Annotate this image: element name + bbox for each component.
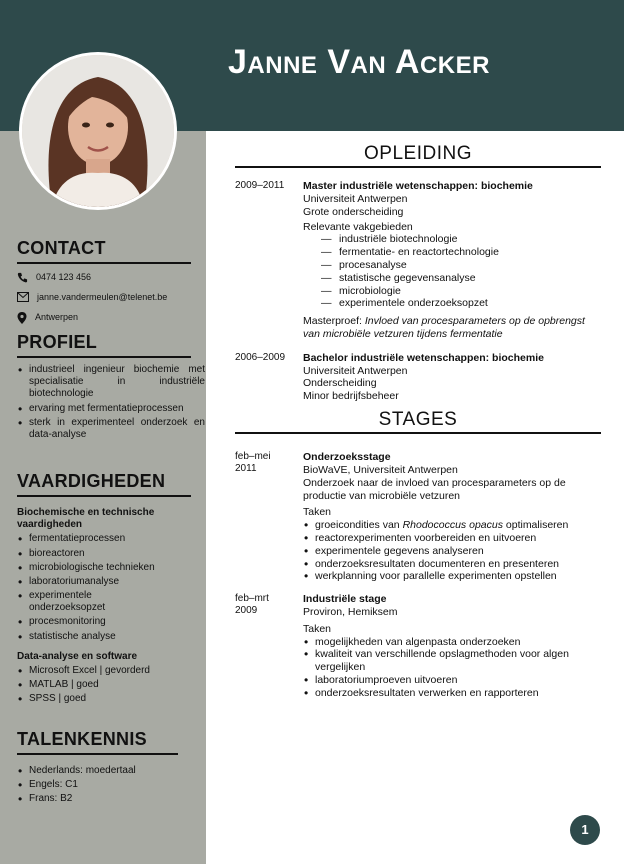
- list-item: — fermentatie- en reactortechnologie: [321, 246, 601, 259]
- internship-entry: [235, 593, 601, 699]
- list-item: • sterk in experimenteel onderzoek en data-analyse: [17, 417, 205, 441]
- tasks-list: [303, 519, 601, 583]
- list-item: • Frans: B2: [17, 793, 178, 805]
- list-item: • laboratoriumanalyse: [17, 576, 191, 588]
- list-item: — procesanalyse: [321, 259, 601, 272]
- list-item: • microbiologische technieken: [17, 562, 191, 574]
- stages-section: [235, 408, 601, 700]
- entry-title: Onderzoeksstage: [303, 451, 391, 464]
- contact-heading: CONTACT: [17, 238, 191, 264]
- entry-org: Proviron, Hemiksem: [303, 605, 398, 618]
- task-text: groeicondities van: [315, 519, 403, 532]
- list-item: — experimentele onderzoeksopzet: [321, 297, 601, 310]
- list-item: • Engels: C1: [17, 779, 178, 791]
- entry-date-year: 2009: [235, 605, 258, 617]
- list-item: — statistische gegevensanalyse: [321, 272, 601, 285]
- task-text: optimaliseren: [502, 519, 569, 532]
- vaardigheden-section: [17, 471, 191, 708]
- page-number-badge: 1: [570, 815, 600, 845]
- contact-location: [17, 312, 191, 324]
- list-item: [303, 519, 601, 532]
- opleiding-heading: OPLEIDING: [235, 142, 601, 168]
- entry-title: Industriële stage: [303, 593, 387, 606]
- opleiding-section: [235, 142, 601, 403]
- languages-list: [17, 765, 178, 806]
- mail-icon: [17, 292, 29, 302]
- entry-date: [235, 451, 303, 583]
- entry-title: Master industriële wetenschappen: biochemie: [303, 180, 533, 193]
- skills-list: [17, 533, 191, 643]
- internship-entry: [235, 451, 601, 583]
- profiel-list: [17, 364, 205, 441]
- list-item: • kwaliteit van verschillende opslagmethoden voor algen vergelijken: [303, 648, 593, 674]
- entry-description: Onderzoek naar de invloed van procesparameters op de productie van microbiële vetzuren: [303, 476, 566, 502]
- email-text[interactable]: janne.vandermeulen@telenet.be: [37, 291, 168, 302]
- profiel-heading: PROFIEL: [17, 332, 191, 358]
- talenkennis-heading: TALENKENNIS: [17, 729, 178, 755]
- education-entry: [235, 180, 601, 341]
- thesis: [303, 315, 601, 341]
- list-item: • Microsoft Excel | gevorderd: [17, 665, 191, 677]
- entry-org: BioWaVE, Universiteit Antwerpen: [303, 463, 458, 476]
- list-item: — microbiologie: [321, 285, 601, 298]
- thesis-title: Invloed van procesparameters op de opbrengst van microbiële vetzuren tijdens fermentatie: [303, 315, 585, 340]
- list-item: • MATLAB | goed: [17, 679, 191, 691]
- entry-school: Universiteit Antwerpen: [303, 192, 408, 205]
- list-item: • Nederlands: moedertaal: [17, 765, 178, 777]
- candidate-name: Janne Van Acker: [228, 43, 490, 81]
- education-entry: [235, 352, 601, 403]
- entry-date-months: feb–mei: [235, 451, 271, 463]
- software-group-title: Data-analyse en software: [17, 650, 138, 662]
- location-pin-icon: [17, 312, 27, 324]
- entry-date: 2009–2011: [235, 180, 285, 192]
- profiel-section: [17, 332, 205, 443]
- list-item: • experimentele gegevens analyseren: [303, 545, 601, 558]
- list-item: • onderzoeksresultaten documenteren en presenteren: [303, 558, 601, 571]
- subjects-list: [321, 233, 601, 310]
- tasks-label: Taken: [303, 622, 332, 635]
- software-list: [17, 665, 191, 706]
- vaardigheden-heading: VAARDIGHEDEN: [17, 471, 191, 497]
- phone-icon: [17, 272, 28, 283]
- subjects-label: Relevante vakgebieden: [303, 220, 413, 233]
- entry-date-months: feb–mrt: [235, 593, 269, 605]
- list-item: • reactorexperimenten voorbereiden en uitvoeren: [303, 532, 601, 545]
- list-item: • mogelijkheden van algenpasta onderzoeken: [303, 636, 593, 649]
- entry-date-year: 2011: [235, 463, 257, 475]
- skills-group-title: Biochemische en technische vaardigheden: [17, 506, 155, 531]
- list-item: • statistische analyse: [17, 631, 191, 643]
- entry-honors: Grote onderscheiding: [303, 205, 404, 218]
- list-item: • industrieel ingenieur biochemie met specialisatie in industriële biotechnologie: [17, 364, 205, 401]
- list-item: • experimentele onderzoeksopzet: [17, 590, 127, 614]
- list-item: • fermentatieprocessen: [17, 533, 191, 545]
- tasks-label: Taken: [303, 506, 332, 519]
- contact-phone: [17, 272, 191, 283]
- entry-honors: Onderscheiding: [303, 377, 377, 390]
- list-item: • ervaring met fermentatieprocessen: [17, 403, 205, 415]
- entry-date: 2006–2009: [235, 351, 286, 363]
- entry-title: Bachelor industriële wetenschappen: biochemie: [303, 351, 544, 364]
- entry-school: Universiteit Antwerpen: [303, 364, 408, 377]
- list-item: • procesmonitoring: [17, 616, 191, 628]
- list-item: • werkplanning voor parallelle experimenten opstellen: [303, 570, 601, 583]
- location-text: Antwerpen: [35, 312, 79, 323]
- profile-photo: [19, 52, 177, 210]
- phone-text: 0474 123 456: [36, 271, 92, 282]
- list-item: • onderzoeksresultaten verwerken en rapporteren: [303, 687, 593, 700]
- contact-email[interactable]: [17, 292, 191, 303]
- talenkennis-section: [17, 729, 178, 808]
- entry-date: [235, 593, 303, 699]
- list-item: • laboratoriumproeven uitvoeren: [303, 674, 593, 687]
- tasks-list: [303, 636, 593, 700]
- list-item: — industriële biotechnologie: [321, 233, 601, 246]
- list-item: • SPSS | goed: [17, 693, 191, 705]
- task-species: Rhodococcus opacus: [402, 519, 503, 532]
- stages-heading: STAGES: [235, 408, 601, 434]
- entry-minor: Minor bedrijfsbeheer: [303, 390, 399, 403]
- contact-section: [17, 238, 191, 333]
- list-item: • bioreactoren: [17, 548, 191, 560]
- thesis-label: Masterproef:: [303, 315, 362, 328]
